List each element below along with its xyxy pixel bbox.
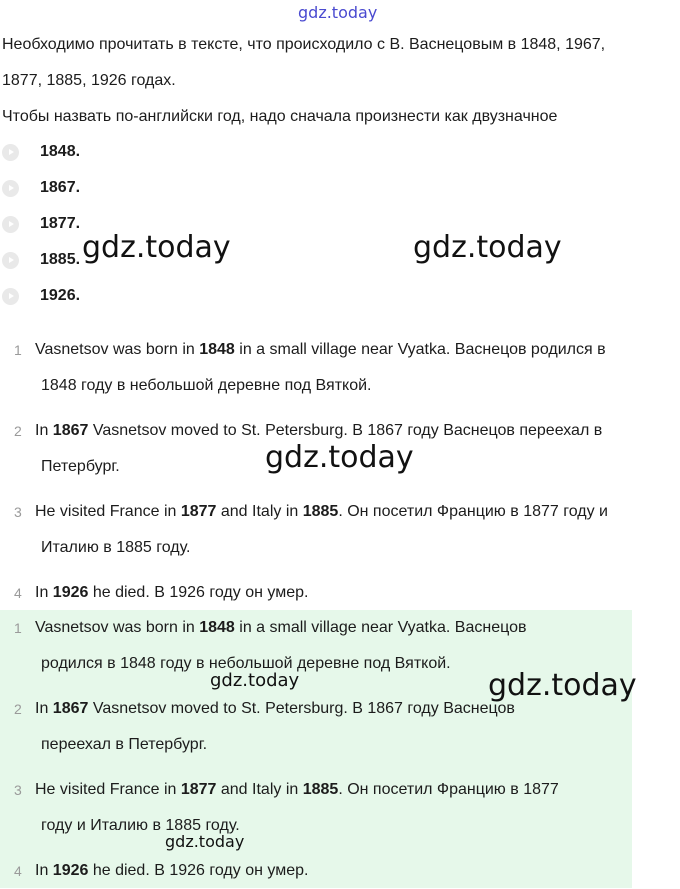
year-label: 1885. <box>40 251 81 268</box>
intro-line-2: 1877, 1885, 1926 годах. <box>2 72 176 89</box>
item-number: 2 <box>14 423 22 439</box>
answer-text: In 1867 Vasnetsov moved to St. Petersburg. В 1867 году Васнецов переехал в Петербург. <box>35 422 603 475</box>
answer-text: In 1867 Vasnetsov moved to St. Petersburg. В 1867 году Васнецов переехал в Петербург. <box>35 700 515 753</box>
answer-text: In 1926 he died. В 1926 году он умер. <box>35 584 309 601</box>
answer-text: He visited France in 1877 and Italy in 1885. Он посетил Францию в 1877 году и Италию в 1885 году. <box>35 503 608 556</box>
watermark: gdz.today <box>488 668 637 703</box>
item-number: 3 <box>14 782 22 798</box>
play-bullet-icon <box>2 144 19 161</box>
watermark: gdz.today <box>82 230 231 265</box>
item-number: 1 <box>14 342 22 358</box>
play-bullet-icon <box>2 288 19 305</box>
intro-line-1: Необходимо прочитать в тексте, что происходило с В. Васнецовым в 1848, 1967, <box>2 36 606 53</box>
play-bullet-icon <box>2 180 19 197</box>
item-number: 2 <box>14 701 22 717</box>
play-bullet-icon <box>2 252 19 269</box>
intro-line-3: Чтобы назвать по-английски год, надо сначала произнести как двузначное <box>2 108 558 125</box>
item-number: 4 <box>14 585 22 601</box>
answer-text: In 1926 he died. В 1926 году он умер. <box>35 862 309 879</box>
item-number: 1 <box>14 620 22 636</box>
year-label: 1867. <box>40 179 81 196</box>
year-label: 1926. <box>40 287 81 304</box>
watermark: gdz.today <box>165 832 245 851</box>
item-number: 4 <box>14 863 22 879</box>
watermark: gdz.today <box>210 670 300 691</box>
item-number: 3 <box>14 504 22 520</box>
watermark: gdz.today <box>413 230 562 265</box>
answer-text: Vasnetsov was born in 1848 in a small village near Vyatka. Васнецов родился в 1848 году в небольшой деревне под Вяткой. <box>35 341 606 394</box>
answer-text: Vasnetsov was born in 1848 in a small village near Vyatka. Васнецов родился в 1848 году в небольшой деревне под Вяткой. <box>35 619 527 672</box>
year-label: 1848. <box>40 143 81 160</box>
answer-text: He visited France in 1877 and Italy in 1885. Он посетил Францию в 1877 году и Италию в 1885 году. <box>35 781 559 834</box>
year-label: 1877. <box>40 215 81 232</box>
watermark-top: gdz.today <box>298 3 378 22</box>
play-bullet-icon <box>2 216 19 233</box>
watermark: gdz.today <box>265 440 414 475</box>
